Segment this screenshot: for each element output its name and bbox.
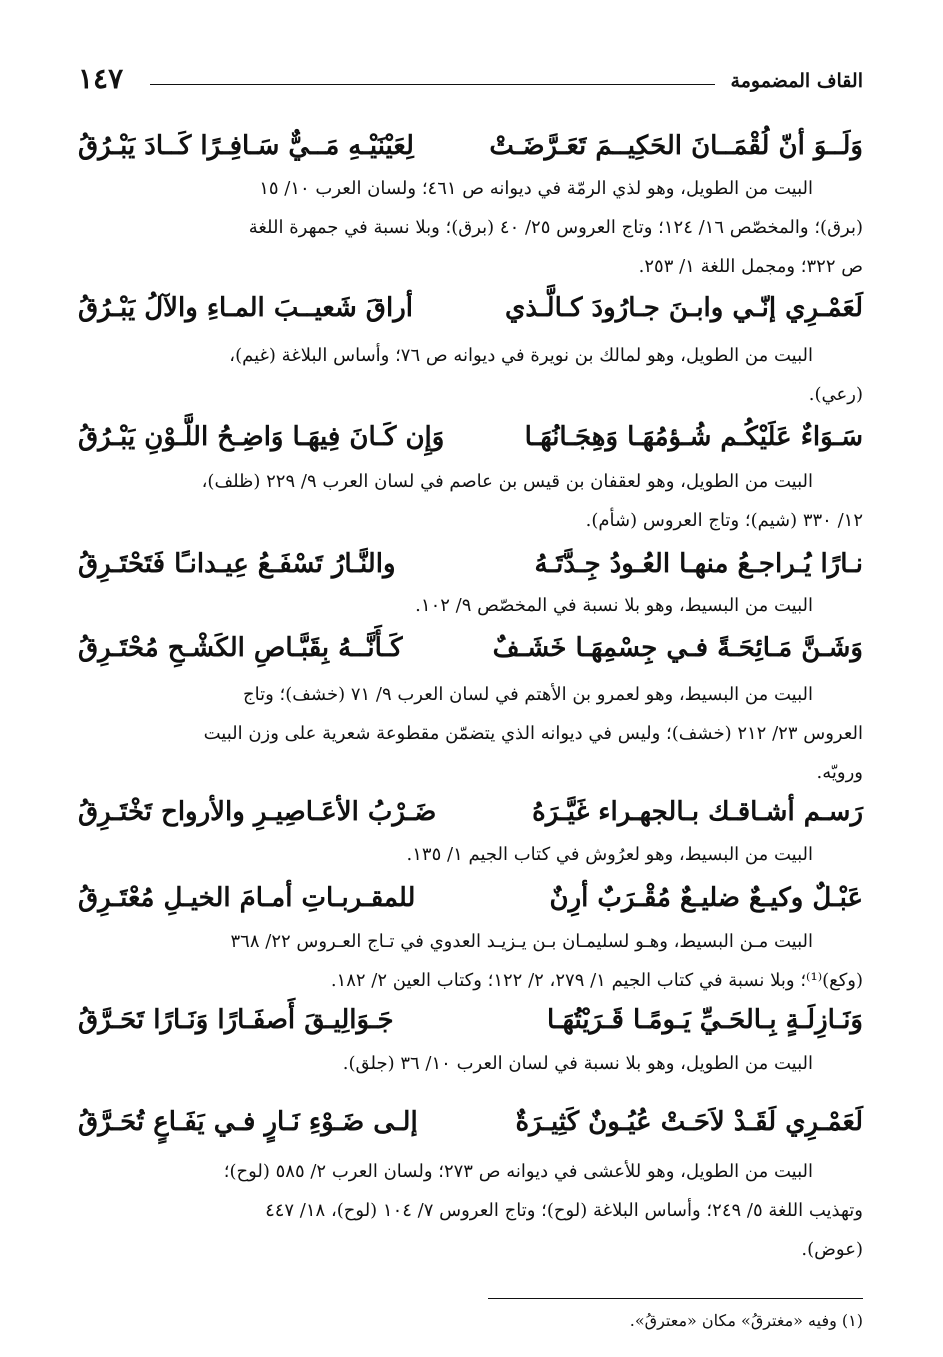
verse-commentary <box>78 586 863 625</box>
commentary-line: ورويّه. <box>816 762 863 783</box>
verse-line <box>78 998 863 1046</box>
verse-first-hemistich: نـارًا يُـراجـعُ منهـا العُـودُ جِـدَّتَـهُ <box>534 549 863 579</box>
verse-commentary <box>78 1044 863 1083</box>
verse-commentary <box>78 1152 863 1269</box>
commentary-line: البيت من الطويل، وهو بلا نسبة في لسان العرب ١٠/ ٣٦ (جلق). <box>342 1053 813 1074</box>
verse-second-hemistich: لِعَيْنَيْـهِ مَــيٌّ سَـافِـرًا كَــادَ يَبْـرُقُ <box>78 131 414 161</box>
verse-commentary <box>78 462 863 540</box>
footnote-rule <box>488 1298 863 1299</box>
verse-line <box>78 542 863 590</box>
verse-line <box>78 790 863 838</box>
verse-commentary <box>78 922 863 1000</box>
verse-commentary <box>78 675 863 792</box>
verse-line <box>78 876 863 924</box>
verse-commentary <box>78 169 863 286</box>
page-header <box>78 62 863 102</box>
verse-line <box>78 286 863 334</box>
verse-second-hemistich: للمقـربـاتِ أمـامَ الخيـلِ مُعْتَـرِقُ <box>78 883 416 913</box>
verse-commentary <box>78 835 863 874</box>
commentary-line: (وكع)⁽¹⁾؛ وبلا نسبة في كتاب الجيم ١/ ٢٧٩، ٢/ ١٢٢؛ وكتاب العين ٢/ ١٨٢. <box>330 970 863 991</box>
verse-first-hemistich: وَنَـازِلَـةٍ بِـالحَـيِّ يَـومًـا قَـرَيْتُهَـا <box>546 1005 863 1035</box>
commentary-line: البيت من الطويل، وهو للأعشى في ديوانه ص ٢٧٣؛ ولسان العرب ٢/ ٥٨٥ (لوح)؛ <box>223 1161 813 1182</box>
verse-first-hemistich: لَعَمْـرِي إنّـي وابـنَ جـارُودَ كـالَّـذي <box>505 293 863 323</box>
verse-line <box>78 1100 863 1148</box>
commentary-line: (عوض). <box>801 1239 863 1260</box>
verse-first-hemistich: وَشَـنَّ مَـائِحَـةً فـي جِسْمِهَـا خَشَـفٌ <box>492 633 863 663</box>
commentary-line: البيت من البسيط، وهو بلا نسبة في المخصّص ٩/ ١٠٢. <box>415 595 813 616</box>
commentary-line: البيت من البسيط، وهو لعرُوش في كتاب الجيم ١/ ١٣٥. <box>406 844 813 865</box>
commentary-line: (برق)؛ والمخصّص ١٦/ ١٢٤؛ وتاج العروس ٢٥/ ٤٠ (برق)؛ وبلا نسبة في جمهرة اللغة <box>248 217 863 238</box>
commentary-line: البيت مـن البسيط، وهـو لسليمـان بـن يـزيـد العدوي في تـاج العـروس ٢٢/ ٣٦٨ <box>230 931 813 952</box>
verse-first-hemistich: رَسـم أشـاقـك بـالجهـراء غَيَّـرَهُ <box>532 797 863 827</box>
verse-line <box>78 124 863 172</box>
commentary-line: وتهذيب اللغة ٥/ ٢٤٩؛ وأساس البلاغة (لوح)؛ وتاج العروس ٧/ ١٠٤ (لوح)، ١٨/ ٤٤٧ <box>265 1200 863 1221</box>
verse-second-hemistich: أراقَ شَعيــبَ المـاءِ والآلُ يَبْـرُقُ <box>78 293 413 323</box>
verse-second-hemistich: إلـى ضَـوْءِ نَـارٍ فـي يَفَـاعٍ تُحَـرَّقُ <box>78 1107 418 1137</box>
verse-line <box>78 415 863 463</box>
commentary-line: البيت من الطويل، وهو لذي الرمّة في ديوانه ص ٤٦١؛ ولسان العرب ١٠/ ١٥ <box>259 178 813 199</box>
header-rule <box>150 84 715 85</box>
verse-commentary <box>78 336 863 414</box>
commentary-line: ١٢/ ٣٣٠ (شيم)؛ وتاج العروس (شأم). <box>585 510 863 531</box>
commentary-line: البيت من الطويل، وهو لمالك بن نويرة في ديوانه ص ٧٦؛ وأساس البلاغة (غيم)، <box>229 345 813 366</box>
footnote: (١) وفيه «مغترقُ» مكان «معترقُ». <box>629 1311 863 1330</box>
verse-first-hemistich: وَلَــوَ أنّ لُقْمَــانَ الحَكِيــمَ تَعَـرَّضَـتْ <box>489 131 863 161</box>
commentary-line: (رعي). <box>808 384 863 405</box>
verse-line <box>78 626 863 674</box>
verse-first-hemistich: سَـوَاءٌ عَلَيْكُـم شُـؤمُهَـا وَهِجَـانُهَـا <box>524 422 863 452</box>
verse-second-hemistich: كَـأَنَّــهُ بِقَبَّـاصِ الكَشْـحِ مُحْتَـرِقُ <box>78 633 403 663</box>
commentary-line: البيت من الطويل، وهو لعقفان بن قيس بن عاصم في لسان العرب ٩/ ٢٢٩ (ظلف)، <box>201 471 813 492</box>
verse-first-hemistich: عَبْـلٌ وكيـعٌ ضليـعٌ مُقْـرَبٌ أرِنٌ <box>549 883 863 913</box>
page-number: ١٤٧ <box>78 62 124 95</box>
verse-first-hemistich: لَعَمْـرِي لَقَـدْ لاَحَـتْ عُيُـونٌ كَثِيـرَةٌ <box>515 1107 863 1137</box>
verse-second-hemistich: جَـوَالِيـقَ أَصفَـارًا وَنَـارًا تَحَـرَّقُ <box>78 1005 394 1035</box>
commentary-line: العروس ٢٣/ ٢١٢ (خشف)؛ وليس في ديوانه الذي يتضمّن مقطوعة شعرية على وزن البيت <box>203 723 863 744</box>
running-title: القاف المضمومة <box>730 70 863 92</box>
verse-second-hemistich: ضَـرْبُ الأعَـاصِيـرِ والأرواح تَخْتَـرِقُ <box>78 797 437 827</box>
commentary-line: ص ٣٢٢؛ ومجمل اللغة ١/ ٢٥٣. <box>638 256 863 277</box>
verse-second-hemistich: والنَّـارُ تَسْفَـعُ عِيـدانـًا فَتَحْتَـرِقُ <box>78 549 396 579</box>
commentary-line: البيت من البسيط، وهو لعمرو بن الأهتم في لسان العرب ٩/ ٧١ (خشف)؛ وتاج <box>242 684 813 705</box>
verse-second-hemistich: وَإِن كَـانَ فِيهَـا وَاضِـحُ اللَّـوْنِ يَبْـرُقُ <box>78 422 445 452</box>
